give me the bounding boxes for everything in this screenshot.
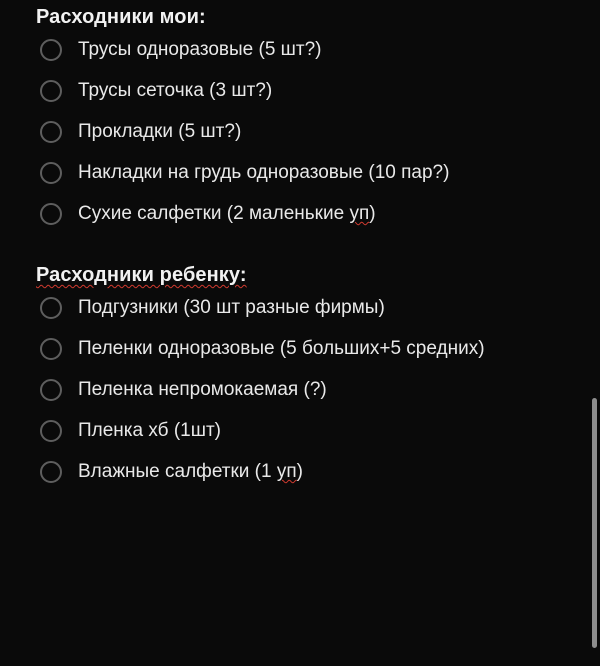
list-item-label: Подгузники (30 шт разные фирмы)	[78, 297, 385, 318]
section-header-1	[36, 0, 586, 29]
misspelled-word: уп	[276, 461, 297, 482]
list-item-label: Прокладки (5 шт?)	[78, 121, 242, 142]
list-item-label	[78, 458, 303, 486]
list-item-text: Влажные салфетки (1	[78, 461, 277, 482]
list-item-label: Пеленки одноразовые (5 больших+5 средних)	[78, 338, 485, 359]
list-item[interactable]	[36, 111, 586, 152]
misspelled-word: уп	[349, 203, 370, 224]
list-item[interactable]	[36, 152, 586, 193]
list-item[interactable]	[36, 369, 586, 410]
scrollbar-thumb[interactable]	[592, 398, 597, 648]
radio-button-icon[interactable]	[40, 297, 62, 319]
list-item-label: Пленка хб (1шт)	[78, 420, 221, 441]
list-item[interactable]	[36, 193, 586, 234]
section-title-my-supplies: Расходники мои:	[36, 6, 206, 28]
list-item[interactable]	[36, 328, 586, 369]
list-item-label	[78, 200, 376, 228]
list-item[interactable]	[36, 451, 586, 492]
radio-button-icon[interactable]	[40, 39, 62, 61]
section-title-baby-supplies: Расходники ребенку:	[36, 264, 247, 286]
list-item-label: Трусы сеточка (3 шт?)	[78, 80, 273, 101]
radio-button-icon[interactable]	[40, 461, 62, 483]
radio-button-icon[interactable]	[40, 420, 62, 442]
list-item[interactable]	[36, 287, 586, 328]
radio-button-icon[interactable]	[40, 203, 62, 225]
list-item[interactable]	[36, 410, 586, 451]
list-item-label: Пеленка непромокаемая (?)	[78, 379, 327, 400]
radio-button-icon[interactable]	[40, 162, 62, 184]
list-item[interactable]	[36, 29, 586, 70]
checklist-baby-supplies	[36, 287, 586, 492]
list-item-label: Накладки на грудь одноразовые (10 пар?)	[78, 162, 450, 183]
list-item-text-suffix: )	[369, 203, 376, 224]
list-item-text: Сухие салфетки (2 маленькие	[78, 203, 350, 224]
list-item-label: Трусы одноразовые (5 шт?)	[78, 39, 322, 60]
radio-button-icon[interactable]	[40, 338, 62, 360]
section-header-2	[36, 234, 586, 287]
checklist-my-supplies	[36, 29, 586, 234]
list-item-text-suffix: )	[296, 461, 303, 482]
radio-button-icon[interactable]	[40, 379, 62, 401]
radio-button-icon[interactable]	[40, 121, 62, 143]
radio-button-icon[interactable]	[40, 80, 62, 102]
list-item[interactable]	[36, 70, 586, 111]
